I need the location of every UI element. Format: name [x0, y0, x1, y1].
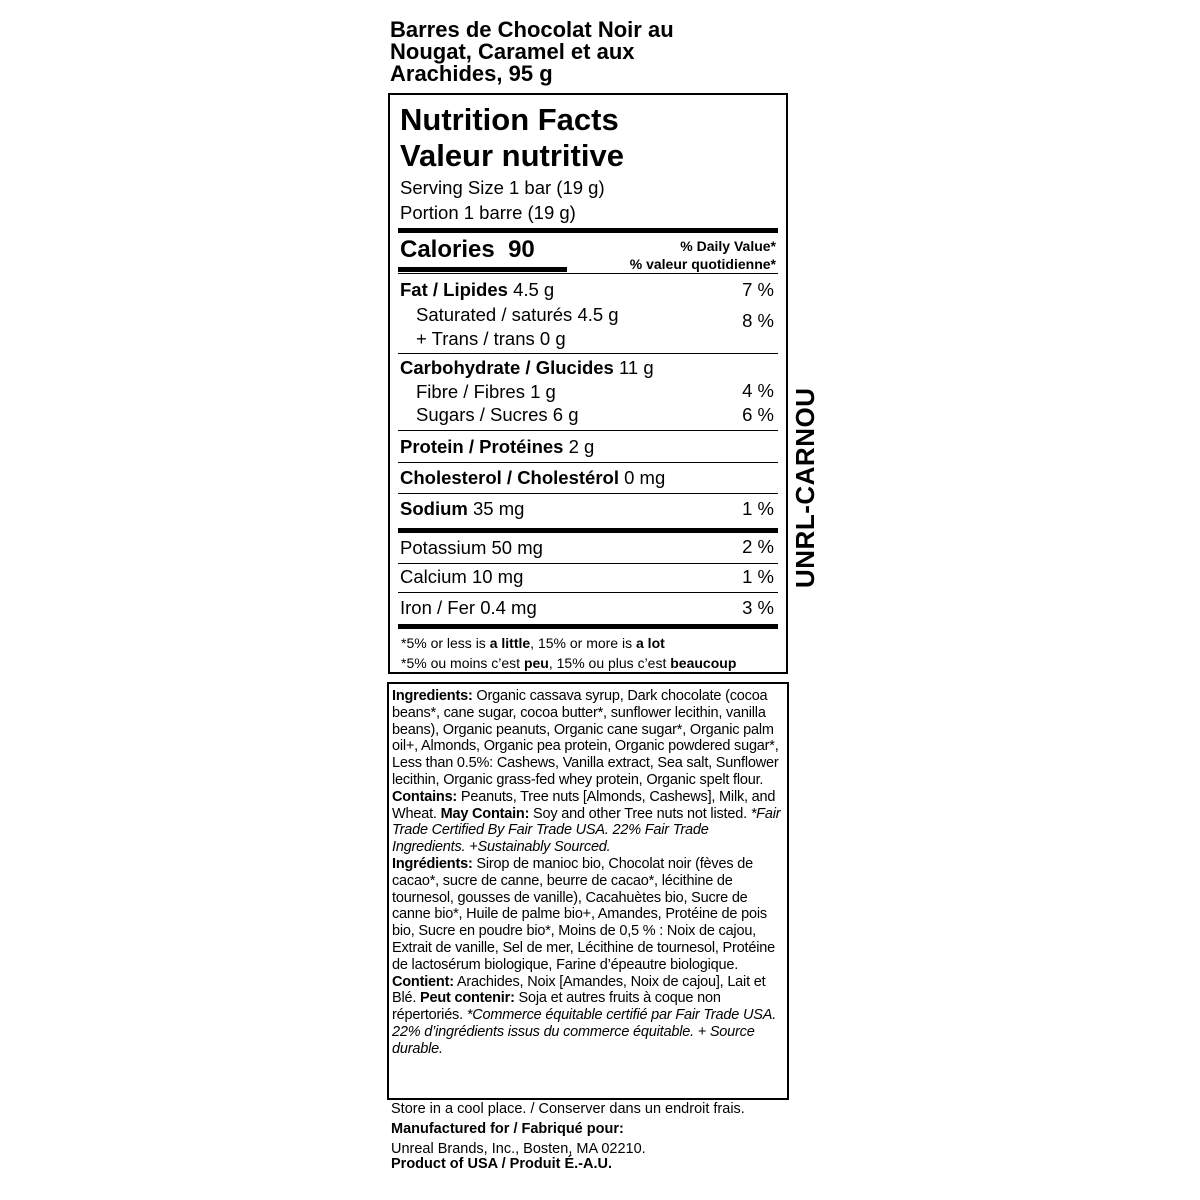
title-french: Valeur nutritive	[400, 138, 624, 173]
iron-row	[400, 597, 537, 619]
fair-trade-note: *Fair Trade Certified By Fair Trade USA. 22% Fair Trade Ingredients. +Sustainably Sourced.	[392, 805, 781, 856]
nutrient-amount: 0 mg	[624, 467, 666, 488]
calcium-row	[400, 566, 523, 588]
nutrient-label: Iron / Fer	[400, 597, 476, 618]
product-title-line: Arachides, 95 g	[390, 61, 553, 86]
nutrient-label: Fat / Lipides	[400, 279, 508, 300]
nutrient-label: Sugars / Sucres	[416, 404, 548, 425]
ingredients-list-french: Sirop de manioc bio, Chocolat noir (fèves de cacao*, sucre de canne, beurre de cacao*, lécithine de tournesol, gousses de vanille), Cacahuètes bio, Sucre de canne bio*, Huile de palme bio+, Amandes, Protéine de pois bio, Sucre en poudre bio*, Moins de 0,5 % : Noix de cajou, Extrait de vanille, Sel de mer, Lécithine de tournesol, Protéine de lactosérum biologique, Farine d’épeautre biologique.	[392, 855, 775, 973]
nutrition-facts-title	[400, 102, 624, 174]
divider	[398, 430, 778, 431]
divider	[398, 493, 778, 494]
footnote-text: , 15% or more is	[530, 635, 636, 651]
fibre-row	[416, 381, 556, 403]
product-code: UNRL-CARNOU	[790, 387, 820, 588]
nutrient-amount: 0 g	[539, 328, 566, 349]
contient-list: Arachides, Noix [Amandes, Noix de cajou], Lait et Blé.	[392, 973, 766, 1007]
footnote-emphasis: a little	[489, 635, 531, 651]
nutrient-amount: 11 g	[618, 357, 654, 378]
ingredients-text	[392, 688, 783, 856]
manufacturer-address: Unreal Brands, Inc., Bosten, MA 02210.	[391, 1141, 646, 1157]
daily-value-header	[630, 237, 776, 273]
calories-label: Calories	[400, 236, 495, 263]
thick-divider	[398, 528, 778, 533]
may-contain-list: Soy and other Tree nuts not listed.	[529, 805, 751, 822]
ingredients-text-french	[392, 856, 783, 1058]
product-title	[390, 19, 750, 85]
footnote-emphasis: beaucoup	[670, 655, 737, 671]
peut-contenir-label: Peut contenir:	[420, 990, 515, 1007]
sodium-row	[400, 498, 524, 520]
nutrient-label: + Trans / trans	[416, 328, 535, 349]
nutrient-label: Protein / Protéines	[400, 436, 564, 457]
commerce-equitable-note: *Commerce équitable certifié par Fair Trade USA. 22% d’ingrédients issus du commerce équitable. + Source durable.	[392, 1007, 777, 1057]
contains-list: Peanuts, Tree nuts [Almonds, Cashews], Milk, and Wheat.	[392, 788, 776, 822]
storage-instructions: Store in a cool place. / Conserver dans un endroit frais.	[391, 1101, 745, 1117]
cholesterol-row	[400, 467, 665, 489]
calories-underline	[398, 267, 567, 272]
thick-divider	[398, 624, 778, 629]
footnote-emphasis: peu	[523, 655, 549, 671]
nutrient-label: Saturated / saturés	[416, 304, 573, 325]
serving-english: Serving Size 1 bar (19 g)	[400, 177, 605, 198]
fibre-dv: 4 %	[742, 380, 774, 401]
divider	[398, 273, 778, 274]
nutrition-facts-panel	[388, 93, 788, 674]
divider	[398, 592, 778, 593]
calories-value: 90	[508, 236, 535, 263]
footnote-emphasis: a lot	[636, 635, 665, 651]
nutrient-label: Calcium	[400, 566, 467, 587]
nutrient-label: Potassium	[400, 537, 487, 558]
manufacturer-label: Manufactured for / Fabriqué pour:	[391, 1121, 624, 1137]
ingredients-panel	[387, 682, 789, 1100]
contient-label: Contient:	[392, 973, 454, 990]
calories-line	[400, 235, 535, 265]
divider	[398, 462, 778, 463]
dv-header-french: % valeur quotidienne*	[629, 256, 776, 272]
fat-dv: 7 %	[742, 279, 774, 300]
thick-divider	[398, 228, 778, 233]
nutrient-amount: 2 g	[568, 436, 595, 457]
nutrient-amount: 10 mg	[471, 566, 524, 587]
contains-label: Contains:	[392, 788, 458, 805]
nutrient-amount: 4.5 g	[577, 304, 619, 325]
nutrient-amount: 6 g	[552, 404, 579, 425]
dv-header-english: % Daily Value*	[680, 238, 776, 254]
sugars-dv: 6 %	[742, 404, 774, 425]
footnote-french	[401, 654, 736, 672]
product-title-line: Nougat, Caramel et aux	[390, 39, 635, 64]
trans-row	[416, 328, 566, 350]
nutrient-label: Sodium	[400, 498, 468, 519]
divider	[398, 563, 778, 564]
divider	[398, 353, 778, 354]
footnote-text: , 15% ou plus c’est	[548, 655, 671, 671]
nutrient-amount: 35 mg	[472, 498, 525, 519]
nutrient-amount: 4.5 g	[513, 279, 555, 300]
potassium-row	[400, 537, 543, 559]
nutrient-amount: 1 g	[530, 381, 556, 402]
sodium-dv: 1 %	[742, 498, 774, 519]
iron-dv: 3 %	[742, 597, 774, 618]
product-title-line: Barres de Chocolat Noir au	[390, 17, 674, 42]
protein-row	[400, 436, 594, 458]
saturated-row	[416, 304, 619, 326]
peut-contenir-list: Soja et autres fruits à coque non répertoriés.	[392, 990, 721, 1024]
ingredients-label: Ingredients:	[392, 688, 473, 704]
nutrient-label: Carbohydrate / Glucides	[400, 357, 614, 378]
ingredients-list: Organic cassava syrup, Dark chocolate (cocoa beans*, cane sugar, cocoa butter*, sunflower lecithin, vanilla beans), Organic peanuts, Organic cane sugar*, Organic palm oil+, Almonds, Organic pea protein, Organic powdered sugar*, Less than 0.5%: Cashews, Vanilla extract, Sea salt, Sunflower lecithin, Organic grass-fed whey protein, Organic spelt flour.	[392, 688, 779, 788]
ingredients-label-french: Ingrédients:	[392, 855, 473, 872]
saturated-dv: 8 %	[742, 310, 774, 331]
footnote-text: *5% ou moins c’est	[401, 655, 524, 671]
nutrient-amount: 0.4 mg	[480, 597, 537, 618]
may-contain-label: May Contain:	[440, 805, 530, 822]
footnote-text: *5% or less is	[401, 635, 490, 651]
title-english: Nutrition Facts	[400, 102, 619, 137]
footnote-english	[401, 634, 665, 652]
nutrient-label: Cholesterol / Cholestérol	[400, 467, 619, 488]
potassium-dv: 2 %	[742, 536, 774, 557]
calcium-dv: 1 %	[742, 566, 774, 587]
nutrient-amount: 50 mg	[491, 537, 543, 558]
country-of-origin: Product of USA / Produit É.-A.U.	[391, 1156, 612, 1172]
fat-row	[400, 279, 554, 301]
sugars-row	[416, 404, 578, 426]
serving-french: Portion 1 barre (19 g)	[400, 202, 576, 223]
serving-size	[400, 175, 605, 225]
carbohydrate-row	[400, 357, 654, 379]
nutrient-label: Fibre / Fibres	[416, 381, 525, 402]
